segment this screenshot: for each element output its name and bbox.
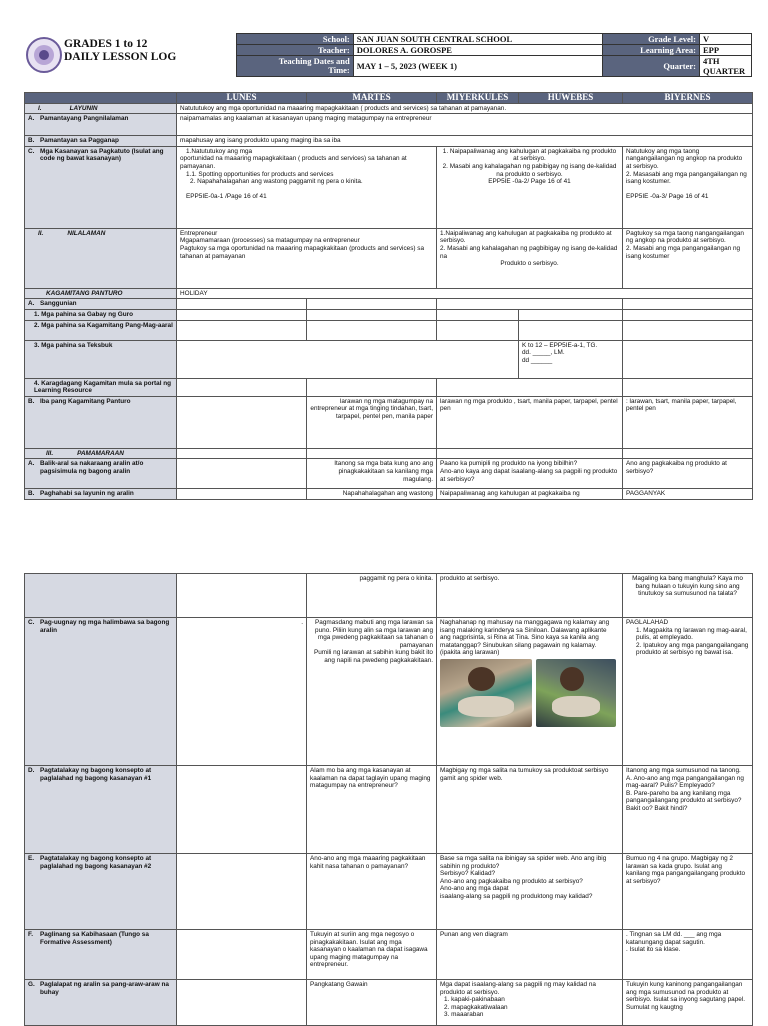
iba-miyerkules: larawan ng mga produkto , tsart, manila paper, tarpapel, pentel pen bbox=[437, 396, 623, 448]
pag-uugnay-martes: Pagmasdang mabuti ang mga larawan sa puno. Piliin kung alin sa mga larawan ang mga pwedeng pagkakitaan sa tahanan o pamayanan Pumili ng larawan at sabihin kung bakit ito ang napili na pwedeng pagkakakitaan. bbox=[307, 618, 437, 766]
dates-value: MAY 1 – 5, 2023 (WEEK 1) bbox=[353, 56, 602, 77]
document-title: GRADES 1 to 12 DAILY LESSON LOG bbox=[64, 38, 177, 63]
row-label-paglinang: F. Paglinang sa Kabihasaan (Tungo sa Formative Assessment) bbox=[25, 930, 177, 980]
quarter-value: 4TH QUARTER bbox=[699, 56, 751, 77]
nilalaman-biyernes: Pagtukoy sa mga taong nangangailangan ng angkop na produkto at serbisyo. 2. Masabi ang mga pangangailangan ng isang kostumer bbox=[623, 228, 753, 288]
day-header-biyernes: BIYERNES bbox=[623, 93, 753, 104]
nilalaman-lunes: Entrepreneur Mgapamamaraan (processes) sa matagumpay na entrepreneur Pagtukoy sa mga oportunidad na maaaring mapagkakitaan (products and services) sa tahanan at pamayanan bbox=[177, 228, 437, 288]
pagtatalakay-1-miyerkules: Magbigay ng mga salita na tumukoy sa produktoat serbisyo gamit ang spider web. bbox=[437, 766, 623, 854]
nilalaman-label: II. NILALAMAN bbox=[25, 228, 177, 288]
balik-miyerkules: Paano ka pumipili ng produkto na iyong bibilhin? Ano-ano kaya ang dapat isaalang-alang sa pagpili ng produkto at serbisyo? bbox=[437, 459, 623, 489]
kasanayan-lunes: 1.Natututukoy ang mga oportunidad na maaaring mapagkakitaan ( products and services) sa tahanan at pamayanan. 1.1. Spotting opportunities for products and services 2. Napahahalagahan ang wastong paggamit ng pera o kinita. EPP5IE-0a-1 /Page 16 of 41 bbox=[177, 146, 437, 228]
header bbox=[24, 33, 752, 81]
row-label-pagtatalakay-1: D. Pagtatalakay ng bagong konsepto at paglalahad ng bagong kasanayan #1 bbox=[25, 766, 177, 854]
row-label-pagtatalakay-2: E. Pagtatalakay ng bagong konsepto at paglalahad ng bagong kasanayan #2 bbox=[25, 854, 177, 930]
row-label-paglalapat: G. Paglalapat ng aralin sa pang-araw-araw na buhay bbox=[25, 980, 177, 1026]
paglinang-biyernes: . Tingnan sa LM dd. ___ ang mga katanungang dapat sagutin. . Isulat ito sa klase. bbox=[623, 930, 753, 980]
pagtatalakay-1-biyernes: Itanong ang mga sumusunod na tanong. A. Ano-ano ang mga pangangailangan ng mag-aaral? Pulis? Empleyado? B. Pare-pareho ba ang kanilang mga pangangailangang produkto at serbisyo? Bakit oo? Bakit hindi? bbox=[623, 766, 753, 854]
lesson-table-page-1: LUNES MARTES MIYERKULES HUWEBES BIYERNES I. LAYUNIN Natututukoy ang mga oportunidad na maaaring mapagkakitaan ( products and services) sa tahanan at pamayanan. A. Pamantayang Pangnilalaman naipamamalas ang kaalaman at kasanayan upang maging matagumpay na entrepreneur B. Pamantayan sa Pagganap mapahusay ang isang produkto upang maging iba sa iba C. Mga Kasanayan sa Pagkatuto (Isulat ang code ng bawat kasanayan) 1.Natututukoy ang mga oportunidad na maaaring mapagkakitaan ( products and services) sa tahanan at pamayanan. 1.1. Spotting opportunities for products and services 2. Napahahalagahan ang wastong paggamit ng pera o kinita. EPP5IE-0a-1 /Page 16 of 41 1. Naipapaliwanag ang kahulugan at pagkakaiba ng produkto at serbisyo. 2. Masabi ang kahalagahan ng pabibigay ng isang de-kalidad na produkto o serbisyo. EPP5IE -0a-2/ Page 16 of 41 Natutukoy ang mga taong nangangailangan ng angkop na produkto at serbisyo. 2. Masasabi ang mga pangangailangan ng isang kostumer. EPP5IE -0a-3/ Page 16 of 41 II. NILALAMAN Entrepreneur Mgapamamaraan (processes) sa matagumpay na entrepreneur Pagtukoy sa mga oportunidad na maaaring mapagkakitaan (products and services) sa tahanan at pamayanan 1.Naipaliwanag ang kahulugan at pagkakaiba ng produkto at serbisyo. 2. Masabi ang kahalagahan ng pagbibigay ng isang de-kalidad na Produkto o serbisyo. Pagtukoy sa mga taong nangangailangan ng angkop na produkto at serbisyo. 2. Masabi ang mga pangangailangan ng isang kostumer KAGAMITANG PANTURO HOLIDAY A. Sanggunian 1. Mga pahina sa Gabay ng Guro 2. Mga pahina sa Kagamitang Pang-Mag-aaral 3. Mga pahina sa Teksbuk K to 12 – EPP5IE-a-1, TG. dd. _____, LM. dd ______ 4. Karagdagang Kagamitan mula sa portal ng Learning Resource B. Iba pang Kagamitang Panturo larawan ng mga matagumpay na entrepreneur at mga tinging tindahan, tsart, tarpapel, pentel pen, manila paper larawan ng mga produkto , tsart, manila paper, tarpapel, pentel pen : larawan, tsart, manila paper, tarpapel, pentel pen III. PAMAMARAAN A. Balik-aral sa nakaraang aralin at/o pagsisimula ng bagong aralin Itanong sa mga bata kung ano ang pinagkakakitaan sa kanilang mga magulang. Paano ka pumipili ng produkto na iyong bibilhin? Ano-ano kaya ang dapat isaalang-alang sa pagpili ng produkto at serbisyo? Ano ang pagkakaiba ng produkto at serbisyo? B. Paghahabi sa layunin ng aralin Napahahalagahan ang wastong Naipapaliwanag ang kahulugan at pagkakaiba ng PAGGANYAK bbox=[24, 92, 753, 500]
paglinang-martes: Tukuyin at suriin ang mga negosyo o pinagkakakitaan. Isulat ang mga kasanayan o kaalaman na dapat isagawa upang maging matagumpay na entrepreneur. bbox=[307, 930, 437, 980]
pag-uugnay-miyerkules: Naghahanap ng mahusay na manggagawa ng kalamay ang isang malaking karinderya sa Siniloan. Dalawang aplikante ang nagprisinta, si Rina at Tina. Sino kaya sa kanila ang matatanggap? Sinubukan silang pagawain ng kalamay. (ipakita ang larawan) bbox=[437, 618, 623, 766]
day-header-miyerkules: MIYERKULES bbox=[437, 93, 519, 104]
lesson-log-page-2 bbox=[24, 573, 752, 1026]
paglinang-miyerkules: Punan ang ven diagram bbox=[437, 930, 623, 980]
day-header-huwebes: HUWEBES bbox=[519, 93, 623, 104]
teacher-value: DOLORES A. GOROSPE bbox=[353, 45, 602, 56]
pagganyak-cont: Magaling ka bang manghula? Kaya mo bang hulaan o tukuyin kung sino ang tinutukoy sa sumusunod na talata? bbox=[623, 574, 753, 618]
balik-biyernes: Ano ang pagkakaiba ng produkto at serbisyo? bbox=[623, 459, 753, 489]
kagamitang-panturo-label: KAGAMITANG PANTURO bbox=[25, 288, 177, 299]
day-header-lunes: LUNES bbox=[177, 93, 307, 104]
paglalapat-martes: Pangkatang Gawain bbox=[307, 980, 437, 1026]
row-label-iba-pang-kagamitan: B. Iba pang Kagamitang Panturo bbox=[25, 396, 177, 448]
row-label-mga-kasanayan: C. Mga Kasanayan sa Pagkatuto (Isulat ang code ng bawat kasanayan) bbox=[25, 146, 177, 228]
deped-seal-icon bbox=[26, 37, 62, 73]
holiday-text: HOLIDAY bbox=[177, 288, 753, 299]
school-value: SAN JUAN SOUTH CENTRAL SCHOOL bbox=[353, 34, 602, 45]
paglalapat-biyernes: Tukuyin kung kaninong pangangailangan ang mga sumusunod na produkto at serbisyo. Isulat sa inyong sagutang papel. Sumulat ng kaugtng bbox=[623, 980, 753, 1026]
nilalaman-miyerkules: 1.Naipaliwanag ang kahulugan at pagkakaiba ng produkto at serbisyo. 2. Masabi ang kahalagahan ng pagbibigay ng isang de-kalidad na Produkto o serbisyo. bbox=[437, 228, 623, 288]
lesson-table-page-2: paggamit ng pera o kinita. produkto at serbisyo. Magaling ka bang manghula? Kaya mo bang hulaan o tukuyin kung sino ang tinutukoy sa sumusunod na talata? C. Pag-uugnay ng mga halimbawa sa bagong aralin . Pagmasdang mabuti ang mga larawan sa puno. Piliin kung alin sa mga larawan ang mga pwedeng pagkakitaan sa tahanan o pamayanan Pumili ng larawan at sabihin kung bakit ito ang napili na pwedeng pagkakakitaan. Naghahanap ng mahusay na manggagawa ng kalamay ang isang malaking karinderya sa Siniloan. Dalawang aplikante ang nagprisinta, si Rina at Tina. Sino kaya sa kanila ang matatanggap? Sinubukan silang pagawain ng kalamay. (ipakita ang larawan) PAGLALAHAD 1. Magpakita ng larawan ng mag-aaral, pulis, at empleyado. 2. Ipatukoy ang mga pangangailangang produkto at serbisyo ng bawat isa. D. Pagtatalakay ng bagong konsepto at paglalahad ng bagong kasanayan #1 Alam mo ba ang mga kasanayan at kaalaman na dapat taglayin upang maging matagumpay na entrepreneur? Magbigay ng mga salita na tumukoy sa produktoat serbisyo gamit ang spider web. Itanong ang mga sumusunod na tanong. A. Ano-ano ang mga pangangailangan ng mag-aaral? Pulis? Empleyado? B. Pare-pareho ba ang kanilang mga pangangailangang produkto at serbisyo? Bakit oo? Bakit hindi? E. Pagtatalakay ng bagong konsepto at paglalahad ng bagong kasanayan #2 Ano-ano ang mga maaaring pagkakitaan kahit nasa tahanan o pamayanan? Base sa mga salita na ibinigay sa spider web. Ano ang ibig sabihin ng produkto? Serbisyo? Kalidad? Ano-ano ang pagkakaiba ng produkto at serbisyo? Ano-ano ang mga dapat isaalang-alang sa pagpili ng produktong may kalidad? Bumuo ng 4 na grupo. Magbigay ng 2 larawan sa kada grupo. Isulat ang kanilang mga pangangailangang produkto at serbisyo? F. Paglinang sa Kabihasaan (Tungo sa Formative Assessment) Tukuyin at suriin ang mga negosyo o pinagkakakitaan. Isulat ang mga kasanayan o kaalaman na dapat isagawa upang maging matagumpay na entrepreneur. Punan ang ven diagram . Tingnan sa LM dd. ___ ang mga katanungang dapat sagutin. . Isulat ito sa klase. G. Paglalapat ng aralin sa pang-araw-araw na buhay Pangkatang Gawain Mga dapat isaalang-alang sa pagpili ng may kalidad na produkto at serbisyo. 1. kapaki-pakinabaan 2. mapagkakatiwalaan 3. maaaraban Tukuyin kung kaninong pangangailangan ang mga sumusunod na produkto at serbisyo. Isulat sa inyong sagutang papel. Sumulat ng kaugtng bbox=[24, 573, 753, 1026]
row-label-pamantayang-pangnilalaman: A. Pamantayang Pangnilalaman bbox=[25, 114, 177, 136]
iba-biyernes: : larawan, tsart, manila paper, tarpapel, pentel pen bbox=[623, 396, 753, 448]
row-label-pamantayan-sa-pagganap: B. Pamantayan sa Pagganap bbox=[25, 136, 177, 147]
pagtatalakay-2-miyerkules: Base sa mga salita na ibinigay sa spider web. Ano ang ibig sabihin ng produkto? Serbisyo? Kalidad? Ano-ano ang pagkakaiba ng produkto at serbisyo? Ano-ano ang mga dapat isaalang-alang sa pagpili ng produktong may kalidad? bbox=[437, 854, 623, 930]
layunin-text: Natututukoy ang mga oportunidad na maaaring mapagkakitaan ( products and services) sa tahanan at pamayanan. bbox=[177, 103, 753, 114]
lesson-log-page-1 bbox=[24, 33, 752, 500]
kasanayan-biyernes: Natutukoy ang mga taong nangangailangan ng angkop na produkto at serbisyo. 2. Masasabi ang mga pangangailangan ng isang kostumer. EPP5IE -0a-3/ Page 16 of 41 bbox=[623, 146, 753, 228]
pagtatalakay-2-martes: Ano-ano ang mga maaaring pagkakitaan kahit nasa tahanan o pamayanan? bbox=[307, 854, 437, 930]
layunin-label: I. LAYUNIN bbox=[25, 103, 177, 114]
kalamay-photo-2 bbox=[536, 659, 616, 727]
row-label-balik-aral: A. Balik-aral sa nakaraang aralin at/o pagsisimula ng bagong aralin bbox=[25, 459, 177, 489]
row-label-kagamitang-pang-mag-aaral: 2. Mga pahina sa Kagamitang Pang-Mag-aaral bbox=[25, 320, 177, 340]
paglalapat-miyerkules: Mga dapat isaalang-alang sa pagpili ng may kalidad na produkto at serbisyo. 1. kapaki-pakinabaan 2. mapagkakatiwalaan 3. maaaraban bbox=[437, 980, 623, 1026]
pagtatalakay-2-biyernes: Bumuo ng 4 na grupo. Magbigay ng 2 larawan sa kada grupo. Isulat ang kanilang mga pangangailangang produkto at serbisyo? bbox=[623, 854, 753, 930]
teksbuk-huwebes: K to 12 – EPP5IE-a-1, TG. dd. _____, LM. dd ______ bbox=[519, 340, 623, 378]
row-label-pag-uugnay: C. Pag-uugnay ng mga halimbawa sa bagong aralin bbox=[25, 618, 177, 766]
kalamay-photo-1 bbox=[440, 659, 532, 727]
day-header-martes: MARTES bbox=[307, 93, 437, 104]
pagtatalakay-1-martes: Alam mo ba ang mga kasanayan at kaalaman na dapat taglayin upang maging matagumpay na entrepreneur? bbox=[307, 766, 437, 854]
row-label-karagdagang-kagamitan: 4. Karagdagang Kagamitan mula sa portal ng Learning Resource bbox=[25, 378, 177, 396]
kasanayan-miyerkules: 1. Naipapaliwanag ang kahulugan at pagkakaiba ng produkto at serbisyo. 2. Masabi ang kahalagahan ng pabibigay ng isang de-kalidad na produkto o serbisyo. EPP5IE -0a-2/ Page 16 of 41 bbox=[437, 146, 623, 228]
pamamaraan-label: III. PAMAMARAAN bbox=[25, 448, 177, 459]
iba-martes: larawan ng mga matagumpay na entrepreneur at mga tinging tindahan, tsart, tarpapel, pentel pen, manila paper bbox=[307, 396, 437, 448]
row-label-gabay-ng-guro: 1. Mga pahina sa Gabay ng Guro bbox=[25, 309, 177, 320]
grade-value: V bbox=[699, 34, 751, 45]
header-info-table: School: SAN JUAN SOUTH CENTRAL SCHOOL Grade Level: V Teacher: DOLORES A. GOROSPE Learning Area: EPP Teaching Dates and Time: MAY 1 – 5, 2023 (WEEK 1) Quarter: 4TH QUARTER bbox=[236, 33, 752, 77]
row-label-sanggunian: A. Sanggunian bbox=[25, 299, 177, 310]
row-label-paghahabi: B. Paghahabi sa layunin ng aralin bbox=[25, 489, 177, 500]
area-value: EPP bbox=[699, 45, 751, 56]
balik-martes: Itanong sa mga bata kung ano ang pinagkakakitaan sa kanilang mga magulang. bbox=[307, 459, 437, 489]
paglalahad-biyernes: PAGLALAHAD 1. Magpakita ng larawan ng mag-aaral, pulis, at empleyado. 2. Ipatukoy ang mga pangangailangang produkto at serbisyo ng bawat isa. bbox=[623, 618, 753, 766]
row-label-teksbuk: 3. Mga pahina sa Teksbuk bbox=[25, 340, 177, 378]
